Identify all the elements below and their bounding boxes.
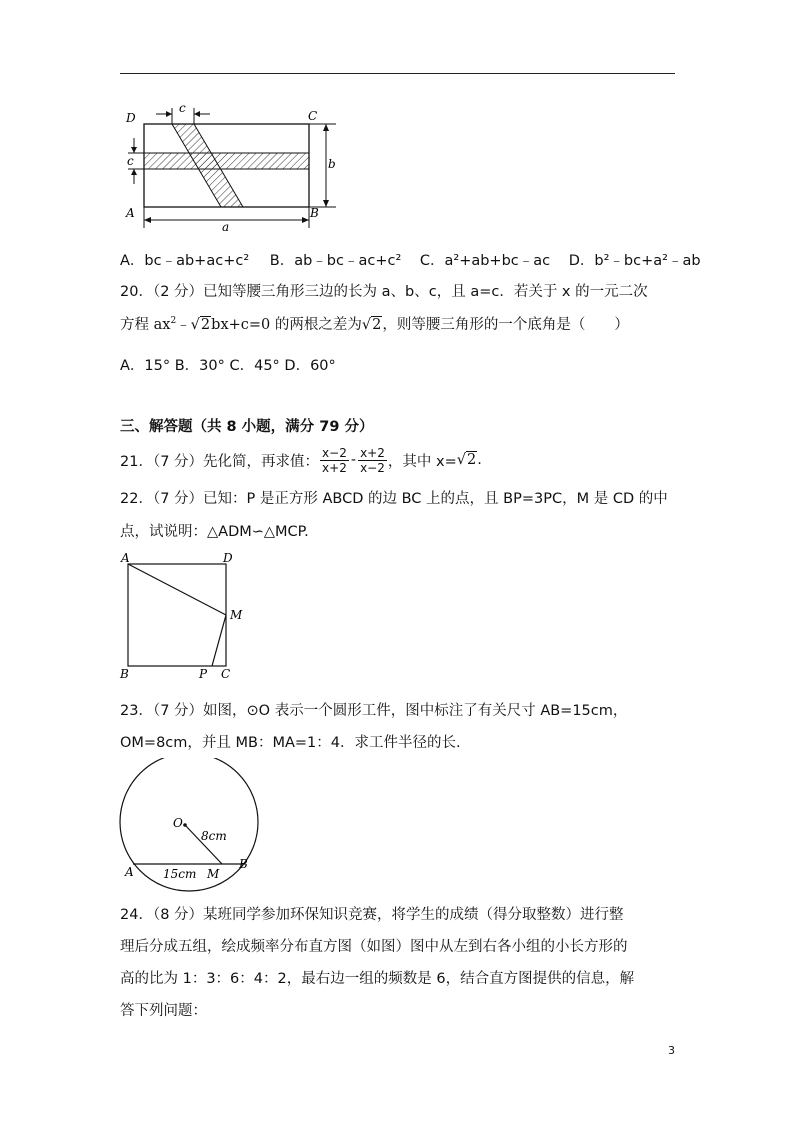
q23-line2: OM=8cm，并且 MB：MA=1：4．求工件半径的长. (120, 735, 461, 751)
label-b: B (239, 857, 248, 871)
eq-ax: ax (153, 317, 171, 333)
q21-sqrt: 2 (466, 452, 477, 468)
label-m: M (207, 867, 220, 881)
q22-figure (115, 550, 255, 685)
label-om-length: 8cm (201, 829, 227, 843)
q21-fraction-1 (320, 446, 349, 475)
q21-f1-num: x−2 (322, 445, 347, 460)
q21-f2-den: x−2 (360, 460, 385, 475)
label-o: O (173, 816, 183, 830)
q19-options (120, 249, 701, 270)
eq-exponent: 2 (170, 316, 177, 327)
q21-f2-num: x+2 (360, 445, 385, 460)
q19-option-b: B．ab﹣bc﹣ac+c² (269, 253, 402, 269)
label-c-top: c (179, 101, 186, 115)
label-c-vertex: C (308, 109, 318, 123)
q21: 21．（7 分）先化简，再求值： $\frac{x-2}{x+2}$ - $\frac{x+2}{x-2}$ ，其中 x= √2 . (120, 445, 482, 475)
q21-end: . (477, 452, 482, 468)
eq-minus: ﹣ (176, 317, 191, 333)
label-d: D (126, 111, 136, 125)
q22-line1: 22．（7 分）已知：P 是正方形 ABCD 的边 BC 上的点，且 BP=3PC，M 是 CD 的中 (120, 491, 668, 507)
q21-prefix: 21．（7 分）先化简，再求值： (120, 453, 320, 470)
page-number: 3 (668, 1044, 675, 1057)
q19-option-a: A．bc﹣ab+ac+c² (120, 253, 250, 269)
q24-line2: 理后分成五组，绘成频率分布直方图（如图）图中从左到右各小组的小长方形的 (120, 939, 628, 955)
q19-figure (118, 100, 348, 235)
q21-f1-den: x+2 (322, 460, 347, 475)
q24-line1: 24．（8 分）某班同学参加环保知识竞赛，将学生的成绩（得分取整数）进行整 (120, 907, 624, 923)
q20-line2-post: ，则等腰三角形的一个底角是（ ） (382, 317, 629, 333)
label-b: B (120, 667, 129, 681)
q23-line1: 23．（7 分）如图，⊙O 表示一个圆形工件，图中标注了有关尺寸 AB=15cm， (120, 703, 628, 719)
q23-figure (115, 758, 275, 893)
q19-option-d: D．b²﹣bc+a²﹣ab (568, 253, 701, 269)
label-ab-length: 15cm (163, 867, 197, 881)
label-a-vertex: A (126, 206, 135, 220)
q21-fraction-2 (358, 446, 387, 475)
label-a-side: a (222, 220, 230, 234)
label-m: M (230, 608, 243, 622)
eq-sqrt: 2 (200, 317, 211, 333)
q24-line3: 高的比为 1：3：6：4：2，最右边一组的频数是 6，结合直方图提供的信息，解 (120, 971, 635, 987)
label-p: P (199, 667, 208, 681)
q21-mid: ，其中 x= (387, 453, 457, 470)
q20-line2-pre: 方程 (120, 317, 149, 333)
q20-line2: 方程 $ax^2﹣√2bx+c=0$ 的两根之差为√2，则等腰三角形的一个底角是（ ） (120, 316, 629, 333)
label-a: A (125, 865, 134, 879)
label-b-vertex: B (310, 206, 319, 220)
q19-option-c: C．a²+ab+bc﹣ac (419, 253, 551, 269)
section-title: 三、解答题（共 8 小题，满分 79 分） (120, 419, 374, 435)
label-c: C (221, 667, 231, 681)
q20-line1: 20．（2 分）已知等腰三角形三边的长为 a、b、c，且 a=c．若关于 x 的一元二次 (120, 284, 648, 300)
label-c-left: c (127, 154, 134, 168)
q22-line2: 点，试说明：△ADM∽△MCP. (120, 524, 309, 540)
label-d: D (223, 551, 233, 565)
eq-rest: bx+c=0 (211, 317, 271, 333)
label-b-side: b (328, 157, 336, 171)
label-a: A (121, 551, 130, 565)
q20-diff-sqrt: 2 (372, 317, 382, 333)
q20-line2-mid: 的两根之差为 (274, 317, 362, 333)
q24-line4: 答下列问题： (120, 1003, 207, 1019)
q20-options: A．15° B．30° C．45° D．60° (120, 358, 336, 374)
q20-equation: $ax^2﹣√2bx+c=0$ (153, 316, 271, 333)
header-rule (120, 73, 675, 74)
